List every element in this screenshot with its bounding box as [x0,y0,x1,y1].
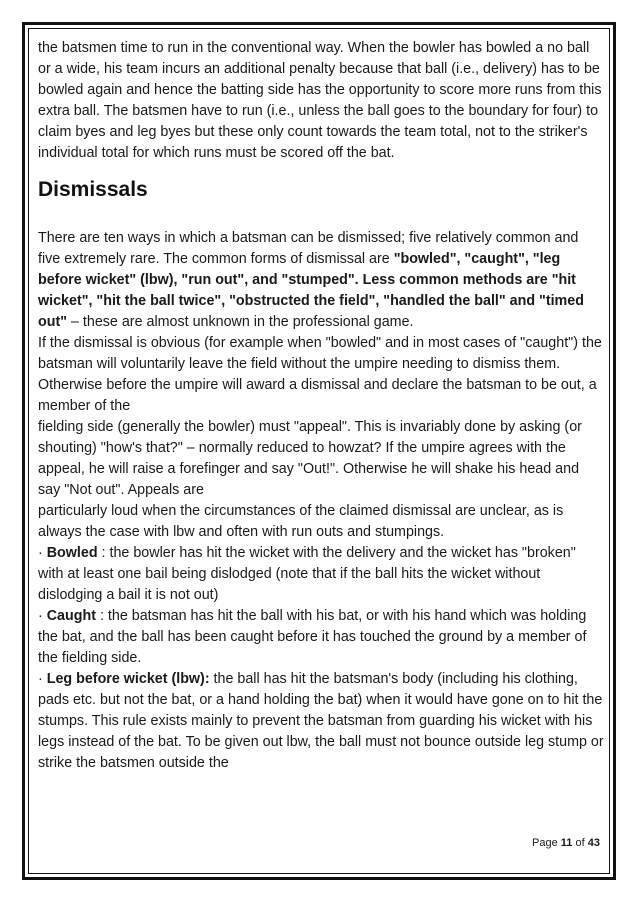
appeal-paragraph-2: fielding side (generally the bowler) must "appeal". This is invariably done by asking (or shouting) "how's that?" – normally reduced to howzat? If the umpire agrees with the appeal, he will raise a forefinger and say "Out!". Otherwise he will shake his head and say "Not out". Appeals are [38,419,582,498]
appeal-paragraph-1: If the dismissal is obvious (for example when "bowled" and in most cases of "caught") the batsman will voluntarily leave the field without the umpire needing to dismiss them. Otherwise before the umpire will award a dismissal and declare the batsman to be out, a member of the [38,335,602,414]
dismissal-types-list: "bowled", "caught", "leg before wicket" (lbw), "run out", and "stumped". Less common methods are "hit wicket", "hit the ball twice", "obstructed the field", "handled the ball" and "timed out" [38,251,584,330]
intro-paragraph: the batsmen time to run in the conventional way. When the bowler has bowled a no ball or a wide, his team incurs an additional penalty because that ball (i.e., delivery) has to be bowled again and hence the batting side has the opportunity to score more runs from this extra ball. The batsmen have to run (i.e., unless the ball goes to the boundary for four) to claim byes and leg byes but these only count towards the team total, not to the striker's individual total for which runs must be scored off the bat. [38,40,602,161]
dismissal-term: Caught [46,608,96,624]
dismissal-item-bowled [38,543,604,606]
page-number: 11 [560,837,573,849]
dismissal-description: the ball has hit the batsman's body (including his clothing, pads etc. but not the bat, or a hand holding the bat) when it would have gone on to hit the stumps. This rule exists mainly to prevent the batsman from guarding his wicket with his legs instead of the bat. To be given out lbw, the ball must not bounce outside leg stump or strike the batsmen outside the [38,671,604,771]
total-pages: 43 [587,837,600,849]
dismissal-description: : the batsman has hit the ball with his bat, or with his hand which was holding the bat, and the ball has been caught before it has touched the ground by a member of the fielding side. [38,608,587,666]
dismissal-term: Leg before wicket (lbw): [46,671,210,687]
page-content [38,38,604,774]
dismissal-item-lbw [38,669,604,774]
dismissal-item-caught [38,606,604,669]
dismissal-description: : the bowler has hit the wicket with the delivery and the wicket has "broken" with at least one bail being dislodged (note that if the ball hits the wicket without dislodging a bail it is not out) [38,545,576,603]
appeal-paragraph-3: particularly loud when the circumstances of the claimed dismissal are unclear, as is always the case with lbw and often with run outs and stumpings. [38,503,564,540]
section-heading: Dismissals [38,178,148,201]
of-label: of [575,837,585,849]
dismissal-term: Bowled [46,545,98,561]
page-footer [38,836,600,850]
bullet: · [38,608,47,624]
dismissals-intro-text: There are ten ways in which a batsman can be dismissed; five relatively common and five extremely rare. The common forms of dismissal are [38,230,579,267]
dismissals-intro-paragraph [38,228,604,333]
dismissals-intro-tail: – these are almost unknown in the professional game. [67,314,414,330]
bullet: · [38,545,47,561]
page-label: Page [532,837,558,849]
bullet: · [38,671,47,687]
